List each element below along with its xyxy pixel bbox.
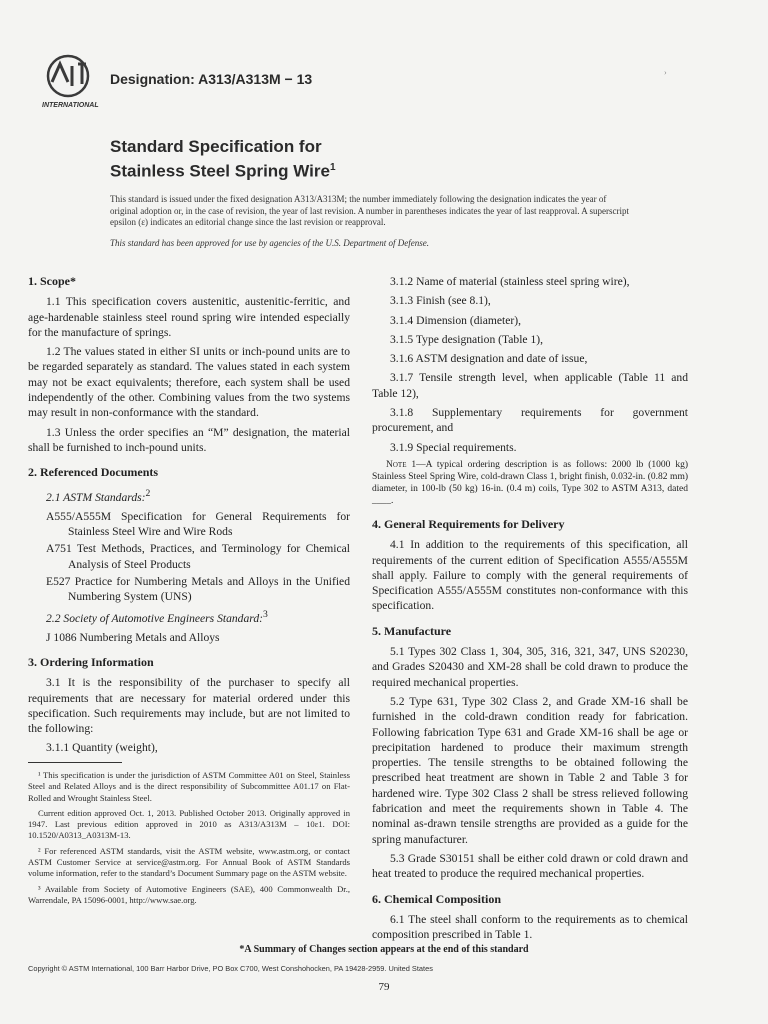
note-text: —A typical ordering description is as follows: 2000 lb (1000 kg) Stainless Steel Spring Wire, cold-drawn Class 1, bright finish, 0.032-in. (0.82 mm) diameter, in 100-lb (50 kg) 16-in. (0.4 m) coils, Type 302 to ASTM A313, dated ____.	[372, 459, 688, 506]
section-references-heading: 2. Referenced Documents	[28, 465, 159, 480]
footnote-1-edition: Current edition approved Oct. 1, 2013. Published October 2013. Originally approved in 1947. Last previous edition approved in 2010 as A313/A313M – 10ε1. DOI: 10.1520/A0313_A0313M-13.	[28, 807, 350, 841]
item-3-1-9: 3.1.9 Special requirements.	[390, 440, 517, 454]
note-1	[372, 459, 688, 507]
reference-e527: E527 Practice for Numbering Metals and Alloys in the Unified Numbering System (UNS)	[46, 574, 350, 604]
para-3-1: 3.1 It is the responsibility of the purchaser to specify all requirements that are necessary for material ordered under this specification. Such requirements may include, but are not limited to the following:	[28, 676, 350, 736]
copyright-line: Copyright © ASTM International, 100 Barr Harbor Drive, PO Box C700, West Conshohocken, PA 19428-2959. United States	[28, 964, 433, 973]
logo-sub-text: INTERNATIONAL	[42, 102, 99, 109]
astm-standards-heading: 2.1 ASTM Standards:$^2$	[46, 487, 151, 504]
footnotes	[28, 770, 350, 910]
right-column	[372, 274, 688, 946]
reference-a751: A751 Test Methods, Practices, and Terminology for Chemical Analysis of Steel Products	[46, 542, 350, 571]
footnote-1: ¹ This specification is under the jurisdiction of ASTM Committee A01 on Steel, Stainless Steel and Related Alloys and is the direct responsibility of Subcommittee A01.17 on Flat-Rolled and Wrought Stainless Steel.	[28, 770, 350, 803]
title-footnote-mark: 1	[329, 162, 336, 173]
section-manufacture-heading: 5. Manufacture	[372, 623, 452, 638]
footnote-divider	[28, 762, 122, 763]
para-1-2: 1.2 The values stated in either SI units or inch-pound units are to be regarded separately as standard. The values stated in each system may not be exact equivalents; therefore, each system shall be used independently of the other. Combining values from the two systems may result in non-conformance with the standard.	[28, 345, 350, 420]
designation: Designation: A313/A313M − 13	[110, 71, 313, 87]
section-general-heading: 4. General Requirements for Delivery	[372, 516, 565, 531]
section-ordering-heading: 3. Ordering Information	[28, 654, 154, 669]
para-6-1: 6.1 The steel shall conform to the requirements as to chemical composition prescribed in Table 1.	[372, 912, 688, 942]
footnote-3: ³ Available from Society of Automotive Engineers (SAE), 400 Commonwealth Dr., Warrendale, PA 15096-0001, http://www.sae.org.	[28, 883, 350, 905]
document-title	[110, 136, 336, 182]
note-label: Note 1	[386, 459, 417, 470]
astm-logo	[38, 52, 102, 110]
footnote-2: ² For referenced ASTM standards, visit the ASTM website, www.astm.org, or contact ASTM Customer Service at service@astm.org. For Annual Book of ASTM Standards volume information, refer to the standard’s Document Summary page on the ASTM website.	[28, 845, 350, 879]
section-chemical-heading: 6. Chemical Composition	[372, 891, 501, 906]
title-line-2: Stainless Steel Spring Wire	[110, 161, 330, 181]
para-5-3: 5.3 Grade S30151 shall be either cold drawn or cold drawn and heat treated to produce the required mechanical properties.	[372, 851, 688, 881]
para-5-1: 5.1 Types 302 Class 1, 304, 305, 316, 321, 347, UNS S20230, and Grades S20430 and XM-28 shall be cold drawn to produce the required mechanical properties.	[372, 645, 688, 689]
item-3-1-4: 3.1.4 Dimension (diameter),	[390, 313, 522, 327]
page-mark: ›	[664, 68, 667, 77]
item-3-1-3: 3.1.3 Finish (see 8.1),	[390, 294, 491, 308]
reference-a555: A555/A555M Specification for General Requirements for Stainless Steel Wire and Wire Rods	[46, 509, 350, 539]
title-line-1: Standard Specification for	[110, 137, 322, 156]
para-3-1-1: 3.1.1 Quantity (weight),	[46, 741, 158, 755]
para-5-2: 5.2 Type 631, Type 302 Class 2, and Grade XM-16 shall be furnished in the cold-drawn condition ready for fabrication. Following fabrication Type 631 and Grade XM-16 shall be age or precipitation hardened to produce their maximum strength properties. The tensile strengths to be obtained following the prescribed heat treatment are shown in Table 2 and Table 3 for hardened wire. Type 302 Class 2 shall be stress relieved following fabrication and meet the requirements shown in Table 4. The nominal as-drawn tensile strengths are provided as a guide for the spring manufacturer.	[372, 694, 688, 846]
issuance-notice: This standard is issued under the fixed designation A313/A313M; the number immediately following the designation indicates the year of original adoption or, in the case of revision, the year of last revision. A number in parentheses indicates the year of last reapproval. A superscript epsilon (ε) indicates an editorial change since the last revision or reapproval.	[110, 194, 629, 227]
summary-note: *A Summary of Changes section appears at the end of this standard	[239, 944, 529, 955]
item-3-1-2: 3.1.2 Name of material (stainless steel spring wire),	[390, 275, 630, 288]
left-column	[28, 274, 350, 760]
para-1-1: 1.1 This specification covers austenitic, austenitic-ferritic, and age-hardenable stainless steel round spring wire intended especially for the manufacture of springs.	[28, 295, 350, 339]
section-scope-heading: 1. Scope*	[28, 274, 76, 288]
reference-j1086: J 1086 Numbering Metals and Alloys	[46, 630, 220, 644]
page-number: 79	[378, 981, 390, 993]
item-3-1-7: 3.1.7 Tensile strength level, when applicable (Table 11 and Table 12),	[372, 371, 688, 400]
defense-approval: This standard has been approved for use by agencies of the U.S. Department of Defense.	[110, 238, 430, 248]
item-3-1-8: 3.1.8 Supplementary requirements for government procurement, and	[372, 406, 688, 435]
item-3-1-5: 3.1.5 Type designation (Table 1),	[390, 332, 544, 346]
para-4-1: 4.1 In addition to the requirements of this specification, all requirements of the current edition of Specification A555/A555M shall apply. Failure to comply with the general requirements of Specification A555/A555M constitutes non-conformance with this specification.	[372, 538, 688, 613]
sae-standard-heading: 2.2 Society of Automotive Engineers Standard:$^3$	[46, 608, 268, 625]
item-3-1-6: 3.1.6 ASTM designation and date of issue,	[390, 352, 588, 366]
para-1-3: 1.3 Unless the order specifies an “M” designation, the material shall be furnished to inch-pound units.	[28, 425, 350, 454]
